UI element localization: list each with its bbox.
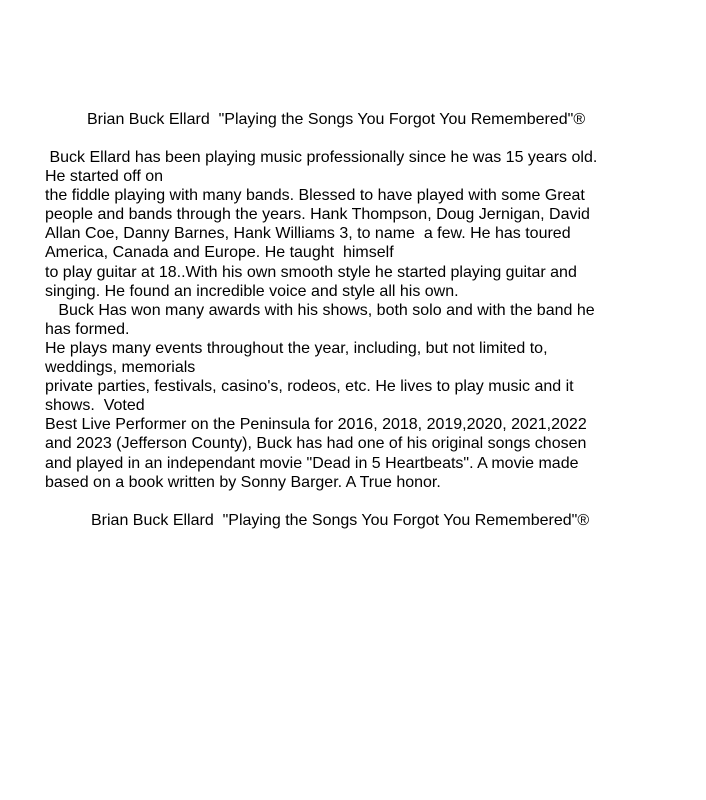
bio-line: people and bands through the years. Hank Thompson, Doug Jernigan, David — [45, 206, 590, 224]
bio-line: America, Canada and Europe. He taught himself — [45, 244, 394, 262]
bio-line: He plays many events throughout the year, including, but not limited to, — [45, 339, 548, 357]
bio-line: weddings, memorials — [45, 359, 196, 377]
bio-line: Best Live Performer on the Peninsula for 2016, 2018, 2019,2020, 2021,2022 — [45, 416, 587, 434]
page-heading-top: Brian Buck Ellard "Playing the Songs You Forgot You Remembered"® — [87, 111, 586, 128]
bio-line: the fiddle playing with many bands. Blessed to have played with some Great — [45, 187, 585, 205]
bio-line: private parties, festivals, casino's, rodeos, etc. He lives to play music and it — [45, 378, 574, 396]
bio-line: Allan Coe, Danny Barnes, Hank Williams 3, to name a few. He has toured — [45, 225, 571, 243]
bio-text-block — [45, 148, 645, 492]
page-heading-bottom: Brian Buck Ellard "Playing the Songs You Forgot You Remembered"® — [91, 512, 590, 529]
bio-line: singing. He found an incredible voice and style all his own. — [45, 282, 459, 300]
bio-line: based on a book written by Sonny Barger. A True honor. — [45, 473, 441, 491]
bio-line: Buck Ellard has been playing music professionally since he was 15 years old. — [45, 149, 598, 166]
bio-line: Buck Has won many awards with his shows, both solo and with the band he — [45, 301, 595, 319]
bio-line: He started off on — [45, 168, 163, 186]
bio-line: has formed. — [45, 320, 130, 338]
bio-line: and played in an independant movie "Dead in 5 Heartbeats". A movie made — [45, 454, 579, 472]
bio-line: to play guitar at 18..With his own smooth style he started playing guitar and — [45, 263, 577, 281]
bio-line: shows. Voted — [45, 397, 145, 415]
bio-line: and 2023 (Jefferson County), Buck has had one of his original songs chosen — [45, 435, 587, 453]
